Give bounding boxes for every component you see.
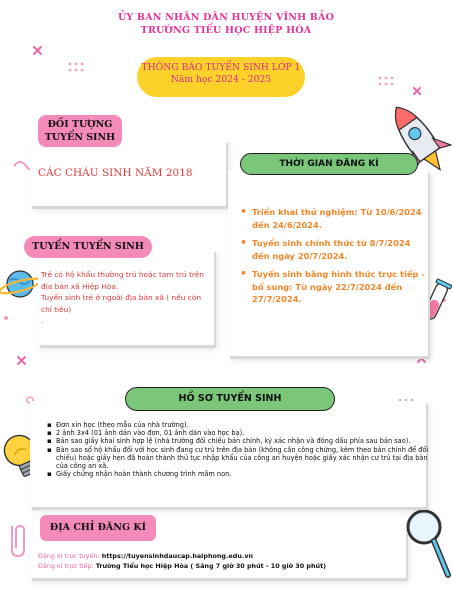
doi-tuong-content: CÁC CHÁU SINH NĂM 2018	[38, 167, 193, 179]
thoi-gian-label: THỜI GIAN ĐĂNG KÍ	[240, 153, 418, 175]
thoi-gian-card	[228, 170, 428, 356]
title-main: THÔNG BÁO TUYỂN SINH LỚP 1	[141, 62, 301, 73]
doi-tuong-label-line2: TUYỂN SINH	[44, 132, 116, 143]
doi-tuong-label	[38, 115, 122, 147]
magnifier-icon	[400, 505, 452, 585]
title-year: Năm học 2024 - 2025	[170, 74, 272, 85]
tuyen-line-2: Tuyển sinh trẻ ở ngoài địa bàn xã ( nếu còn chỉ tiêu)	[41, 293, 202, 314]
dot-cluster-icon	[69, 63, 84, 72]
dia-chi-direct-value: Trường Tiểu học Hiệp Hòa ( Sáng 7 giờ 30 phút - 10 giờ 30 phút)	[95, 562, 327, 570]
dia-chi-label: ĐỊA CHỈ ĐĂNG KÍ	[40, 515, 156, 541]
tuyen-tuyen-sinh-card	[38, 249, 214, 345]
thoi-gian-item: • Tuyển sinh bằng hình thức trực tiếp - bổ sung: Từ ngày 22/7/2024 đến 27/7/2024.	[252, 268, 428, 306]
title-banner	[137, 57, 305, 97]
doi-tuong-card	[30, 140, 226, 206]
x-mark-icon	[18, 357, 25, 364]
x-mark-icon	[34, 47, 41, 54]
ho-so-label: HỒ SƠ TUYỂN SINH	[125, 387, 335, 411]
school-name: TRƯỜNG TIỂU HỌC HIỆP HÒA	[140, 25, 312, 36]
dia-chi-online-value: https://tuyensinhdaucap.haiphong.edu.vn	[101, 552, 254, 560]
dia-chi-direct-row	[38, 561, 326, 571]
dot-cluster-icon	[379, 77, 394, 86]
tuyen-tuyen-sinh-body	[41, 269, 209, 327]
agency-name: ỦY BAN NHÂN DÂN HUYỆN VĨNH BẢO	[117, 12, 335, 23]
ho-so-list	[44, 421, 430, 478]
x-mark-icon	[414, 88, 420, 94]
ho-so-item: ▪ Đơn xin học (theo mẫu của nhà trường).	[56, 421, 430, 429]
tuyen-tuyen-sinh-label: TUYỂN TUYỂN SINH	[24, 236, 152, 258]
ho-so-card	[30, 401, 429, 507]
tuyen-line-3: .	[41, 316, 44, 325]
dot-decoration	[4, 316, 8, 320]
x-mark-icon	[418, 355, 425, 362]
ho-so-item: ▪ Bản sao sổ hộ khẩu đối với học sinh đang cư trú trên địa bàn (không cần công chứng, kèm theo bản chính để đối chiếu) hoặc giấy hẹn đã hoàn thành thủ tục nhập khẩu của công an huyện hoặc giấy xác nhận cư trú tại địa bàn của công an xã.	[56, 446, 430, 471]
dia-chi-direct-label: Đăng kí trực tiếp:	[38, 562, 94, 570]
ho-so-item: ▪ Giấy chứng nhận hoàn thành chương trình mầm non.	[56, 470, 430, 478]
thoi-gian-list	[240, 206, 428, 312]
paper-clip-icon	[2, 520, 32, 560]
dia-chi-online-label: Đăng kí trực tuyến:	[38, 552, 100, 560]
ho-so-item: ▪ Bản sao giấy khai sinh hợp lệ (nhà trường đối chiếu bản chính, ký xác nhận và đóng dấu phía sau bản sao).	[56, 437, 430, 445]
doi-tuong-label-line1: ĐỐI TƯỢNG	[47, 119, 113, 130]
thoi-gian-item: • Triển khai thử nghiệm: Từ 10/6/2024 đến 24/6/2024.	[252, 206, 428, 231]
tuyen-line-1: Trẻ có hộ khẩu thường trú hoặc tạm trú trên địa bàn xã Hiệp Hòa.	[41, 270, 204, 291]
dia-chi-online-row	[38, 551, 253, 561]
ho-so-item: ▪ 2 ảnh 3x4 (01 ảnh dán vào đơn, 01 ảnh dán vào học bạ).	[56, 429, 430, 437]
thoi-gian-item: • Tuyển sinh chính thức từ 8/7/2024 đến ngày 20/7/2024.	[252, 237, 428, 262]
